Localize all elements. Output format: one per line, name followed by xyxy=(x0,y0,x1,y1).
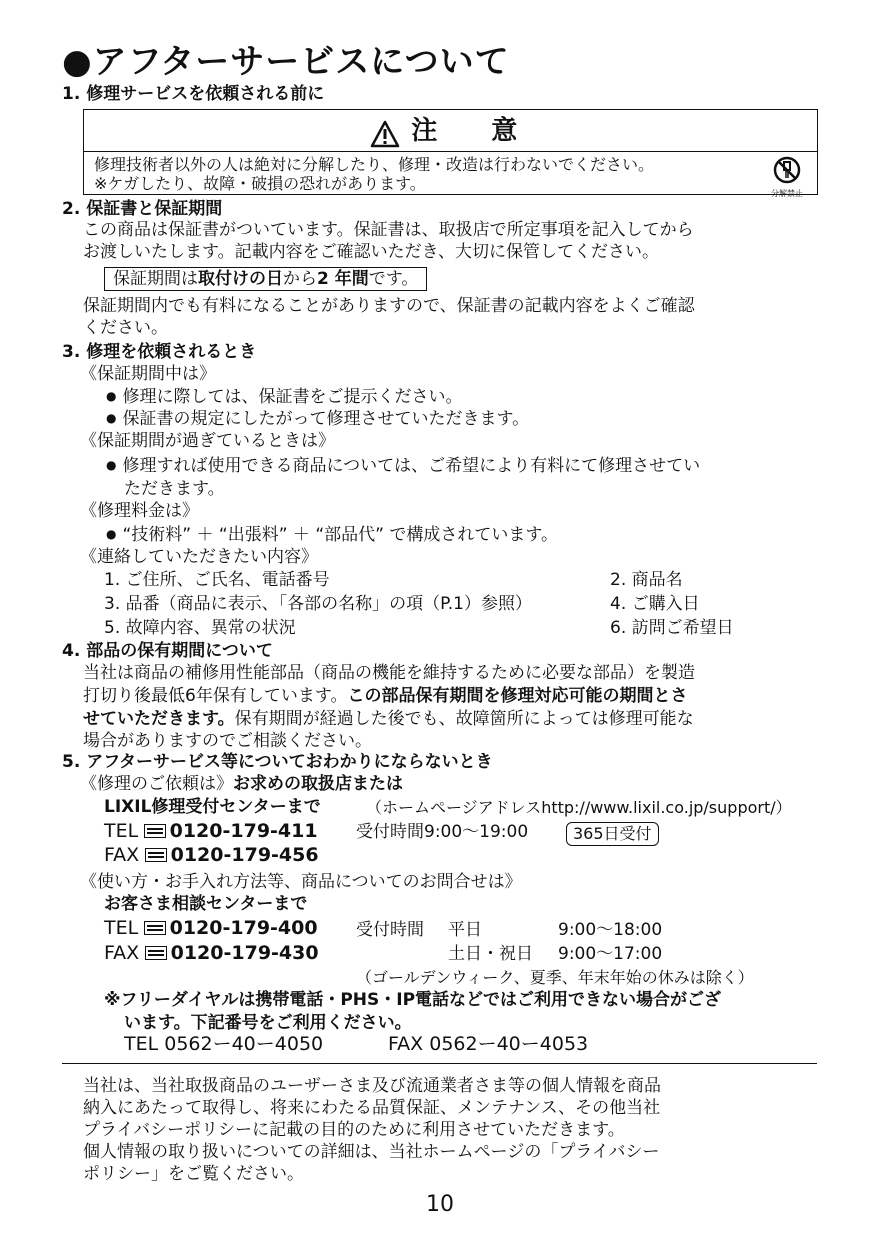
page-number: 10 xyxy=(426,1192,454,1217)
fax1-label: FAX xyxy=(104,844,140,866)
free-dial-icon xyxy=(145,946,167,960)
section5-heading: 5. アフターサービス等についておわかりにならないとき xyxy=(62,752,493,772)
section3-heading: 3. 修理を依頼されるとき xyxy=(62,342,257,362)
s4-line2b: この部品保有期間を修理対応可能の期間とさ xyxy=(347,686,688,706)
tel2-label: TEL xyxy=(104,917,139,939)
weekday-label: 平日 xyxy=(448,920,482,940)
holiday-note: （ゴールデンウィーク、夏季、年末年始の休みは除く） xyxy=(356,968,754,987)
period-text-c: から xyxy=(283,269,317,289)
consult-center: お客さま相談センターまで xyxy=(104,894,308,914)
page-title: ●アフターサービスについて xyxy=(62,42,510,82)
repair-fax-row xyxy=(104,844,319,867)
privacy-line3: プライバシーポリシーに記載の目的のために利用させていただきます。 xyxy=(83,1120,625,1140)
privacy-line2: 納入にあたって取得し、将来にわたる品質保証、メンテナンス、その他当社 xyxy=(83,1098,661,1118)
freedial-note-line2: います。下記番号をご利用ください。 xyxy=(124,1013,412,1033)
consult-tel-row xyxy=(104,917,318,940)
free-dial-icon xyxy=(144,824,166,838)
no-disassembly-icon xyxy=(773,156,801,184)
caution-line1: 修理技術者以外の人は絶対に分解したり、修理・改造は行わないでください。 xyxy=(94,155,655,174)
warning-icon xyxy=(370,120,400,148)
section1-heading: 1. 修理サービスを依頼される前に xyxy=(62,84,325,104)
consult-fax-row xyxy=(104,942,319,965)
repair-center: LIXIL修理受付センターまで xyxy=(104,797,321,817)
s3-sub2: 《保証期間が過ぎているときは》 xyxy=(80,431,335,451)
fax2-number[interactable]: 0120-179-430 xyxy=(170,942,319,964)
prohibit-disassembly xyxy=(767,156,807,199)
privacy-line4: 個人情報の取り扱いについての詳細は、当社ホームページの「プライバシー xyxy=(83,1142,660,1162)
alt-tel: TEL 0562ー40ー4050 xyxy=(124,1033,324,1055)
freedial-note-line1: ※フリーダイヤルは携帯電話・PHS・IP電話などではご利用できない場合がござ xyxy=(104,990,722,1010)
s4-line4: 場合がありますのでご相談ください。 xyxy=(83,731,372,751)
period-text-b: 取付けの日 xyxy=(198,269,283,289)
s3-bullet3-cont: ただきます。 xyxy=(124,479,225,499)
alt-fax: FAX 0562ー40ー4053 xyxy=(388,1033,589,1055)
prohibit-label: 分解禁止 xyxy=(771,189,803,199)
s4-line3a: せていただきます。 xyxy=(83,709,235,729)
contact-item-2: 2. 商品名 xyxy=(610,570,683,590)
homepage-address: （ホームページアドレスhttp://www.lixil.co.jp/support/） xyxy=(366,798,792,817)
s2-line2: お渡しいたします。記載内容をご確認いただき、大切に保管してください。 xyxy=(83,242,659,262)
contact-item-1: 1. ご住所、ご氏名、電話番号 xyxy=(104,570,330,590)
free-dial-icon xyxy=(145,848,167,862)
s2-line3: 保証期間内でも有料になることがありますので、保証書の記載内容をよくご確認 xyxy=(83,296,695,316)
divider xyxy=(62,1063,817,1064)
s4-line2 xyxy=(83,686,687,707)
weekend-label: 土日・祝日 xyxy=(448,944,533,964)
tel2-number[interactable]: 0120-179-400 xyxy=(169,917,318,939)
s4-line1: 当社は商品の補修用性能部品（商品の機能を維持するために必要な部品）を製造 xyxy=(83,663,695,683)
s3-sub1: 《保証期間中は》 xyxy=(80,364,216,384)
s4-line3b: 保有期間が経過した後でも、故障箇所によっては修理可能な xyxy=(234,709,694,729)
s3-bullet4: ● “技術料” ＋ “出張料” ＋ “部品代” で構成されています。 xyxy=(106,524,558,546)
fax2-label: FAX xyxy=(104,942,140,964)
s3-bullet1: ● 修理に際しては、保証書をご提示ください。 xyxy=(106,386,462,408)
365-badge: 365日受付 xyxy=(566,822,659,846)
privacy-line5: ポリシー」をご覧ください。 xyxy=(83,1164,304,1184)
consult-hours-label: 受付時間 xyxy=(356,920,424,940)
s3-bullet2: ● 保証書の規定にしたがって修理させていただきます。 xyxy=(106,408,529,430)
caution-title: 注 意 xyxy=(411,116,532,146)
contact-item-3: 3. 品番（商品に表示、「各部の名称」の項（P.1）参照） xyxy=(104,594,532,614)
weekday-hours: 9:00～18:00 xyxy=(558,920,663,940)
repair-tel-row xyxy=(104,820,318,843)
privacy-line1: 当社は、当社取扱商品のユーザーさま及び流通業者さま等の個人情報を商品 xyxy=(83,1076,661,1096)
free-dial-icon xyxy=(144,921,166,935)
caution-header xyxy=(84,110,817,152)
caution-body xyxy=(94,155,654,193)
warranty-period-box xyxy=(104,267,427,291)
contact-item-4: 4. ご購入日 xyxy=(610,594,700,614)
caution-line2: ※ケガしたり、故障・破損の恐れがあります。 xyxy=(94,174,426,193)
caution-box xyxy=(83,109,818,199)
fax1-number[interactable]: 0120-179-456 xyxy=(170,844,319,866)
s2-line4: ください。 xyxy=(83,318,168,338)
repair-sub-text: お求めの取扱店または xyxy=(233,774,403,794)
tel1-label: TEL xyxy=(104,820,139,842)
period-text-e: です。 xyxy=(368,269,419,289)
s3-sub4: 《連絡していただきたい内容》 xyxy=(80,547,318,567)
contact-item-5: 5. 故障内容、異常の状況 xyxy=(104,618,296,638)
weekend-hours: 9:00～17:00 xyxy=(558,944,663,964)
period-text-d: 2 年間 xyxy=(317,269,369,289)
s3-bullet3: ● 修理すれば使用できる商品については、ご希望により有料にて修理させてい xyxy=(106,455,700,477)
contact-item-6: 6. 訪問ご希望日 xyxy=(610,618,734,638)
repair-sub-label: 《修理のご依頼は》 xyxy=(80,774,233,794)
s4-line3 xyxy=(83,709,694,730)
s5-usage-sub: 《使い方・お手入れ方法等、商品についてのお問合せは》 xyxy=(80,872,522,892)
period-text-a: 保証期間は xyxy=(113,269,198,289)
tel1-number[interactable]: 0120-179-411 xyxy=(169,820,318,842)
s5-repair-sub xyxy=(80,774,403,795)
s4-line2a: 打切り後最低6年保有しています。 xyxy=(83,686,348,706)
section4-heading: 4. 部品の保有期間について xyxy=(62,641,273,661)
s3-sub3: 《修理料金は》 xyxy=(80,501,199,521)
s2-line1: この商品は保証書がついています。保証書は、取扱店で所定事項を記入してから xyxy=(83,220,694,240)
tel1-hours: 受付時間9:00～19:00 xyxy=(356,822,529,842)
section2-heading: 2. 保証書と保証期間 xyxy=(62,199,223,219)
